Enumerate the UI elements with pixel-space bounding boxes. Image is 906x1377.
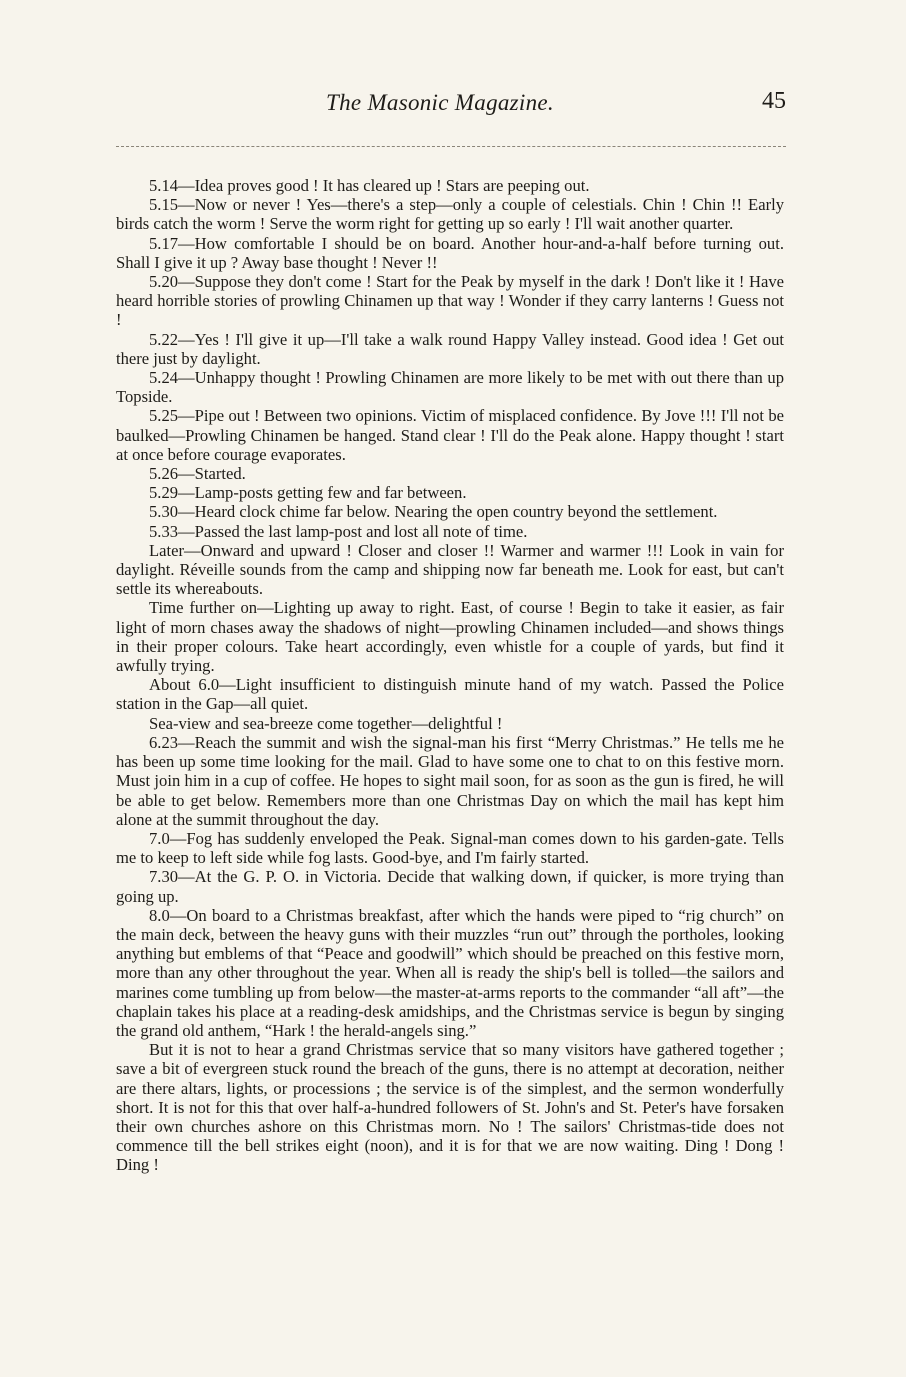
paragraph: 5.22—Yes ! I'll give it up—I'll take a walk round Happy Valley instead. Good idea ! Get out there just by daylight.: [116, 329, 784, 368]
paragraph: Time further on—Lighting up away to right. East, of course ! Begin to take it easier, as fair light of morn chases away the shadows of night—prowling Chinamen included—and shows things in their proper colours. Take heart accordingly, even whistle for a couple of yards, but find it awfully trying.: [116, 598, 784, 676]
paragraph: 5.33—Passed the last lamp-post and lost all note of time.: [149, 521, 528, 541]
paragraph: 5.14—Idea proves good ! It has cleared up ! Stars are peeping out.: [149, 176, 590, 195]
paragraph: 5.26—Started.: [149, 464, 246, 484]
paragraph: 8.0—On board to a Christmas breakfast, after which the hands were piped to “rig church” on the main deck, between the heavy guns with their muzzles “run out” through the portholes, looking anything but emblems of that “Peace and goodwill” which should be preached on this festive morn, more than any other throughout the year. When all is ready the ship's bell is tolled—the sailors and marines come tumbling up from below—the master-at-arms reports to the commander “all aft”—the chaplain takes his place at a reading-desk amidships, and the Christmas service is begun by singing the grand old anthem, “Hark ! the herald-angels sing.”: [116, 905, 784, 1040]
page-header: [116, 86, 786, 126]
paragraph: 5.24—Unhappy thought ! Prowling Chinamen are more likely to be met with out there than up Topside.: [116, 368, 784, 407]
paragraph: 5.17—How comfortable I should be on board. Another hour-and-a-half before turning out. Shall I give it up ? Away base thought ! Never !!: [116, 233, 784, 272]
paragraph: 5.20—Suppose they don't come ! Start for the Peak by myself in the dark ! Don't like it ! Have heard horrible stories of prowling Chinamen up that way ! Wonder if they carry lanterns ! Guess not !: [116, 272, 784, 330]
paragraph: But it is not to hear a grand Christmas service that so many visitors have gathered together ; save a bit of evergreen stuck round the breach of the guns, there is no attempt at decoration, neither are there altars, lights, or processions ; the service is of the simplest, and the sermon wonderfully short. It is not for this that over half-a-hundred followers of St. John's and St. Peter's have forsaken their own churches ashore on this Christmas morn. No ! The sailors' Christmas-tide does not commence till the bell strikes eight (noon), and it is for that we are now waiting. Ding ! Dong ! Ding !: [116, 1040, 784, 1175]
paragraph: Sea-view and sea-breeze come together—delightful !: [149, 713, 503, 733]
header-rule: [116, 146, 786, 147]
paragraph: 6.23—Reach the summit and wish the signal-man his first “Merry Christmas.” He tells me he has been up some time looking for the mail. Glad to have some one to chat to on this festive morn. Must join him in a cup of coffee. He hopes to sight mail soon, for as soon as the gun is fired, he will be able to get below. Remembers more than one Christmas Day on which the mail has kept him alone at the summit throughout the day.: [116, 732, 784, 829]
page-number: 45: [762, 88, 786, 114]
running-title: The Masonic Magazine.: [326, 90, 554, 115]
paragraph: 7.30—At the G. P. O. in Victoria. Decide that walking down, if quicker, is more trying than going up.: [116, 867, 784, 906]
article-body: [116, 176, 784, 1175]
paragraph: 5.15—Now or never ! Yes—there's a step—only a couple of celestials. Chin ! Chin !! Early birds catch the worm ! Serve the worm right for getting up so early ! I'll wait another quarter.: [116, 195, 784, 234]
paragraph: About 6.0—Light insufficient to distinguish minute hand of my watch. Passed the Police station in the Gap—all quiet.: [116, 675, 784, 714]
paragraph: 7.0—Fog has suddenly enveloped the Peak. Signal-man comes down to his garden-gate. Tells me to keep to left side while fog lasts. Good-bye, and I'm fairly started.: [116, 828, 784, 868]
paragraph: 5.25—Pipe out ! Between two opinions. Victim of misplaced confidence. By Jove !!! I'll not be baulked—Prowling Chinamen be hanged. Stand clear ! I'll do the Peak alone. Happy thought ! start at once before courage evaporates.: [116, 406, 784, 464]
paragraph: 5.29—Lamp-posts getting few and far between.: [149, 483, 467, 503]
paragraph: Later—Onward and upward ! Closer and closer !! Warmer and warmer !!! Look in vain for daylight. Réveille sounds from the camp and shipping now far beneath me. Look for east, but can't settle its whereabouts.: [116, 540, 784, 599]
paragraph: 5.30—Heard clock chime far below. Nearing the open country beyond the settlement.: [149, 502, 718, 522]
